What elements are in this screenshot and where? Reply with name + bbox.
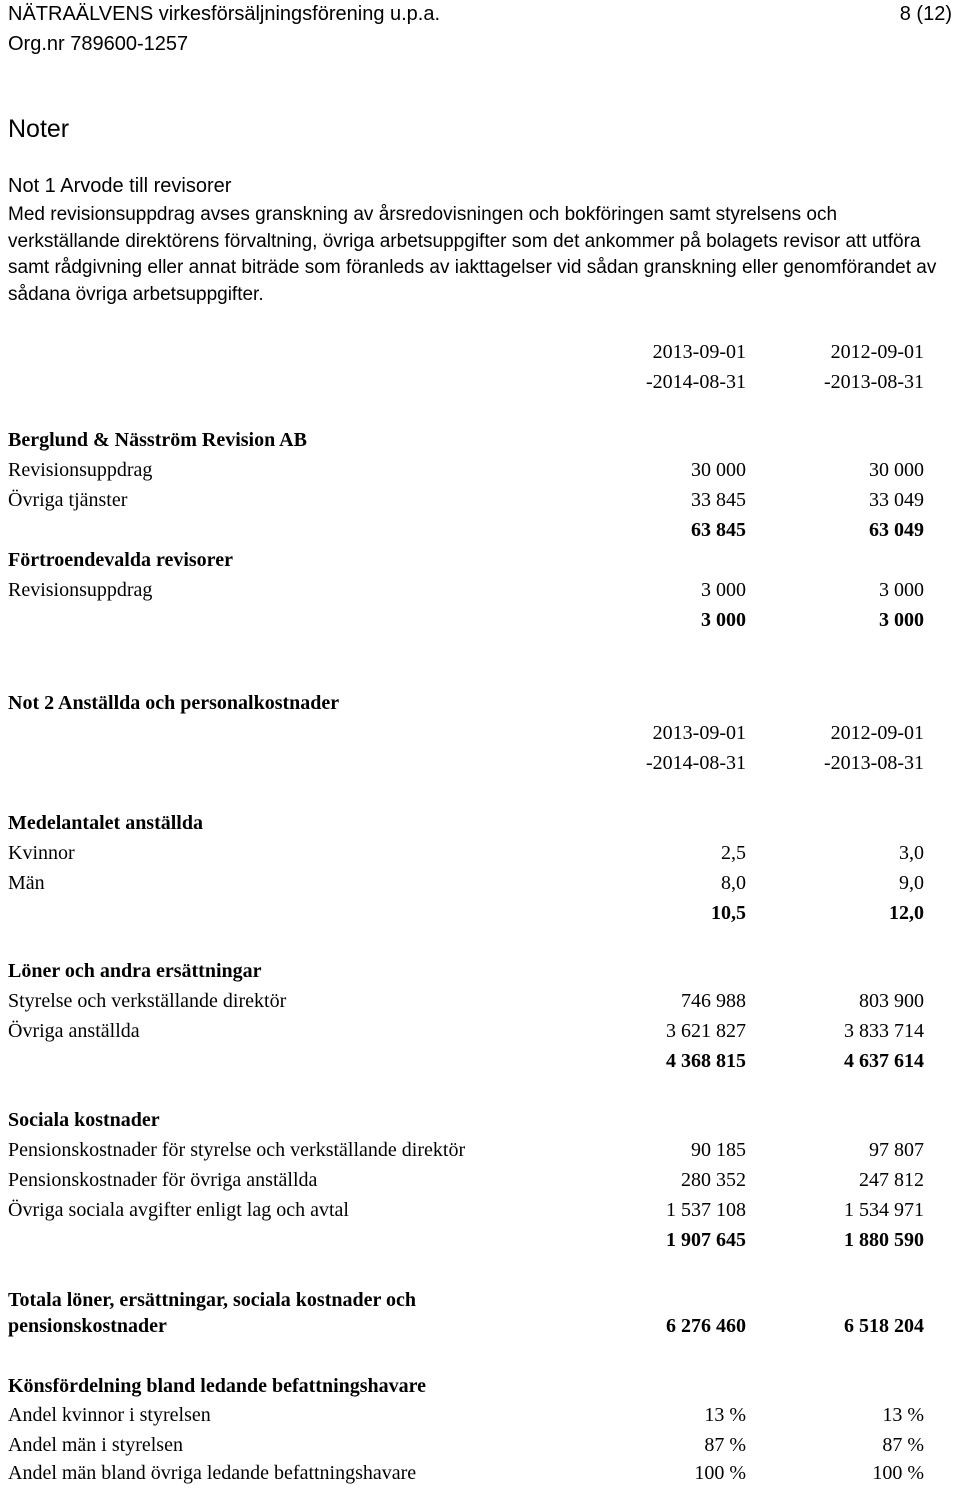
- note2-heading: Not 2 Anställda och personalkostnader: [8, 692, 340, 714]
- row-value-current: 100 %: [694, 1462, 746, 1484]
- note2-heading-row: [8, 688, 926, 718]
- note1-paragraph: Med revisionsuppdrag avses granskning av årsredovisningen och bokföringen samt styrelsens och verkställande direktörens förvaltning, övriga arbetsuppgifter som det ankommer på bolagets revisor att utföra samt rådgivning eller annat biträde som föranleds av iakttagelser vid sådan granskning eller genomförandet av sådana övriga arbetsuppgifter.: [8, 204, 937, 305]
- row-value-previous: 13 %: [882, 1404, 924, 1426]
- note1-period-header-row: [8, 337, 926, 367]
- row-value-current: 33 845: [691, 489, 746, 511]
- row-label: Andel män i styrelsen: [8, 1434, 183, 1456]
- row-value-current: 63 845: [691, 519, 746, 541]
- row-label: Övriga anställda: [8, 1020, 140, 1042]
- table-row: [8, 1165, 926, 1195]
- table-row: [8, 1400, 926, 1430]
- row-value-current: 3 621 827: [666, 1020, 746, 1042]
- note2-period1-end: -2014-08-31: [646, 752, 746, 774]
- page-number: 8 (12): [899, 3, 952, 25]
- note2-period-header-row: [8, 748, 926, 778]
- note1-period2-start: 2012-09-01: [830, 341, 924, 363]
- row-value-previous: 247 812: [859, 1169, 924, 1191]
- row-value-previous: 9,0: [899, 872, 924, 894]
- row-label: Kvinnor: [8, 842, 75, 864]
- row-label: Andel män bland övriga ledande befattningshavare: [8, 1462, 417, 1484]
- row-value-current: 1 907 645: [666, 1229, 746, 1251]
- row-value-current: 4 368 815: [666, 1050, 746, 1072]
- row-value-previous: 87 %: [882, 1434, 924, 1456]
- table-row: [8, 956, 926, 986]
- table-row: [8, 1135, 926, 1165]
- row-value-current: 2,5: [721, 842, 746, 864]
- row-label: Förtroendevalda revisorer: [8, 549, 233, 571]
- note2-period2-start: 2012-09-01: [830, 722, 924, 744]
- row-label: Sociala kostnader: [8, 1109, 160, 1131]
- row-label: Löner och andra ersättningar: [8, 960, 262, 982]
- subtotal-row: [8, 605, 926, 635]
- total-value-previous: 6 518 204: [844, 1315, 924, 1337]
- row-label: Pensionskostnader för övriga anställda: [8, 1169, 318, 1191]
- row-label: Berglund & Näsström Revision AB: [8, 429, 307, 451]
- table-row: [8, 575, 926, 605]
- row-value-previous: 1 880 590: [844, 1229, 924, 1251]
- table-row: [8, 425, 926, 455]
- row-value-previous: 97 807: [869, 1139, 924, 1161]
- row-label: Revisionsuppdrag: [8, 579, 153, 601]
- table-row: [8, 1195, 926, 1225]
- row-value-current: 13 %: [704, 1404, 746, 1426]
- row-value-previous: 4 637 614: [844, 1050, 924, 1072]
- subtotal-row: [8, 515, 926, 545]
- note1-heading: Not 1 Arvode till revisorer: [8, 175, 232, 197]
- table-row: [8, 485, 926, 515]
- table-row: [8, 868, 926, 898]
- note1-period1-start: 2013-09-01: [652, 341, 746, 363]
- organization-number: Org.nr 789600-1257: [8, 33, 189, 55]
- row-value-current: 87 %: [704, 1434, 746, 1456]
- row-label: Andel kvinnor i styrelsen: [8, 1404, 211, 1426]
- subtotal-row: [8, 1225, 926, 1255]
- table-row: [8, 808, 926, 838]
- row-value-current: 10,5: [711, 902, 746, 924]
- row-label: Revisionsuppdrag: [8, 459, 153, 481]
- row-value-previous: 30 000: [869, 459, 924, 481]
- row-label: Män: [8, 872, 45, 894]
- row-value-previous: 803 900: [859, 990, 924, 1012]
- row-label: Övriga tjänster: [8, 489, 128, 511]
- row-label: Pensionskostnader för styrelse och verkställande direktör: [8, 1139, 466, 1161]
- row-value-previous: 3,0: [899, 842, 924, 864]
- subtotal-row: [8, 1046, 926, 1076]
- row-value-previous: 3 833 714: [844, 1020, 924, 1042]
- row-value-current: 90 185: [691, 1139, 746, 1161]
- row-value-current: 280 352: [681, 1169, 746, 1191]
- row-value-previous: 12,0: [889, 902, 924, 924]
- note2-period2-end: -2013-08-31: [824, 752, 924, 774]
- total-row: [8, 1311, 926, 1341]
- note2-period1-start: 2013-09-01: [652, 722, 746, 744]
- row-value-previous: 3 000: [879, 579, 924, 601]
- row-value-previous: 63 049: [869, 519, 924, 541]
- total-label: Totala löner, ersättningar, sociala kostnader och pensionskostnader: [8, 1289, 416, 1337]
- row-label: Styrelse och verkställande direktör: [8, 990, 287, 1012]
- row-value-previous: 100 %: [872, 1462, 924, 1484]
- row-label: Medelantalet anställda: [8, 812, 203, 834]
- row-label: Könsfördelning bland ledande befattningshavare: [8, 1375, 427, 1397]
- organization-name: NÄTRAÄLVENS virkesförsäljningsförening u.p.a.: [8, 3, 441, 25]
- row-value-previous: 3 000: [879, 609, 924, 631]
- table-row: [8, 455, 926, 485]
- row-value-current: 746 988: [681, 990, 746, 1012]
- row-label: Övriga sociala avgifter enligt lag och avtal: [8, 1199, 349, 1221]
- table-row: [8, 1016, 926, 1046]
- table-row: [8, 986, 926, 1016]
- total-value-current: 6 276 460: [666, 1315, 746, 1337]
- subtotal-row: [8, 898, 926, 928]
- note2-period-header-row: [8, 718, 926, 748]
- page-title: Noter: [8, 115, 70, 143]
- row-value-previous: 1 534 971: [844, 1199, 924, 1221]
- note1-period-header-row: [8, 367, 926, 397]
- table-row: [8, 1430, 926, 1460]
- row-value-current: 3 000: [701, 579, 746, 601]
- table-row: [8, 1371, 926, 1401]
- row-value-current: 8,0: [721, 872, 746, 894]
- table-row: [8, 1105, 926, 1135]
- table-row: [8, 838, 926, 868]
- table-row: [8, 545, 926, 575]
- table-row: [8, 1458, 926, 1488]
- row-value-previous: 33 049: [869, 489, 924, 511]
- note1-period2-end: -2013-08-31: [824, 371, 924, 393]
- note1-period1-end: -2014-08-31: [646, 371, 746, 393]
- row-value-current: 30 000: [691, 459, 746, 481]
- row-value-current: 3 000: [701, 609, 746, 631]
- row-value-current: 1 537 108: [666, 1199, 746, 1221]
